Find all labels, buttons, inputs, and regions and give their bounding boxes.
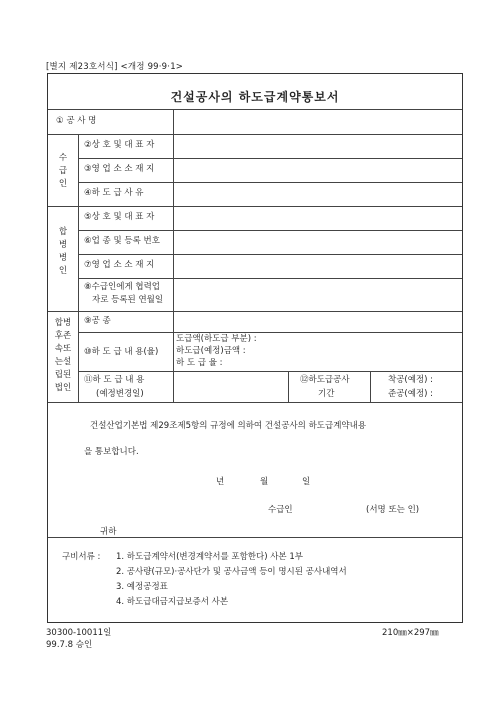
approval-date: 99.7.8 승인 [46, 640, 93, 650]
rule [78, 371, 462, 372]
form-header-note: [별지 제23호서식] <개정 99·9·1> [46, 62, 184, 72]
rule [78, 134, 79, 402]
rule [48, 311, 462, 312]
label-subcontract-period-line2: 기간 [318, 389, 335, 399]
form-title: 건설공사의 하도급계약통보서 [170, 90, 340, 104]
rule [78, 230, 462, 231]
signer-label: 수급인 [268, 505, 293, 515]
statement-line1: 건설산업기본법 제29조제5항의 규정에 의하여 건설공사의 하도급계약내용 [90, 421, 367, 431]
label-partner-office-address: ⑦영 업 소 소 재 지 [84, 260, 155, 270]
form-number: 30300-10011일 [46, 628, 112, 638]
label-work-type: ⑨공 종 [84, 316, 111, 326]
detail-subcontract-rate: 하 도 급 율 : [176, 358, 223, 368]
signature-note: (서명 또는 인) [366, 505, 420, 515]
date-month: 월 [260, 477, 269, 487]
label-registration-date-line2: 자로 등록된 연월일 [92, 295, 164, 305]
rule [48, 109, 462, 110]
date-year: 년 [216, 477, 225, 487]
label-project-name: ① 공 사 명 [56, 116, 97, 126]
label-subcontract-change-line2: (예정변경일) [96, 389, 144, 399]
rule [48, 134, 462, 135]
rule [78, 278, 462, 279]
paper-size: 210㎜×297㎜ [382, 628, 439, 638]
rule [78, 182, 462, 183]
rule [78, 254, 462, 255]
label-start-date: 착공(예정) : [388, 375, 434, 385]
label-subcontractor-group: 수 급 인 [58, 153, 68, 189]
attachment-item: 1. 하도급계약서(변경계약서를 포함한다) 사본 1부 [116, 552, 303, 562]
rule [173, 109, 174, 371]
attachments-label: 구비서류 : [62, 552, 101, 562]
attachment-item: 2. 공사량(규모)·공사단가 및 공사금액 등이 명시된 공사내역서 [116, 567, 347, 577]
recipient-label: 귀하 [100, 527, 117, 537]
label-registration-date-line1: ⑧수급인에게 협력업 [84, 282, 161, 292]
label-business-registration: ⑥업 종 및 등록 번호 [84, 236, 160, 246]
detail-contract-amount: 도급액(하도급 부분) : [176, 334, 257, 344]
date-day: 일 [302, 477, 311, 487]
attachment-item: 3. 예정공정표 [116, 582, 168, 592]
label-office-address: ③영 업 소 소 재 지 [84, 164, 155, 174]
label-company-ceo: ②상 호 및 대 표 자 [84, 140, 155, 150]
label-partner-company-ceo: ⑤상 호 및 대 표 자 [84, 212, 155, 222]
attachment-item: 4. 하도급대금지급보증서 사본 [116, 597, 229, 607]
rule [173, 371, 174, 402]
label-subcontract-period-line1: ⑫하도급공사 [300, 375, 350, 385]
label-partner-group: 합 병 병 인 [58, 227, 68, 276]
detail-subcontract-amount: 하도급(예정)금액 : [176, 346, 246, 356]
label-subcontract-change-line1: ⑪하 도 급 내 용 [84, 375, 145, 385]
rule [48, 402, 462, 403]
label-subcontract-reason: ④하 도 급 사 유 [84, 188, 144, 198]
notification-form [47, 73, 463, 623]
rule [78, 158, 462, 159]
rule [288, 371, 289, 402]
rule [370, 371, 371, 402]
rule [78, 332, 462, 333]
label-end-date: 준공(예정) : [388, 389, 434, 399]
statement-line2: 을 통보합니다. [84, 447, 139, 457]
label-merged-entity-group: 합병 후존 속또 는설 립된 법인 [54, 318, 72, 393]
label-subcontract-content: ⑩하 도 급 내 용(율) [84, 347, 159, 357]
rule [48, 206, 462, 207]
